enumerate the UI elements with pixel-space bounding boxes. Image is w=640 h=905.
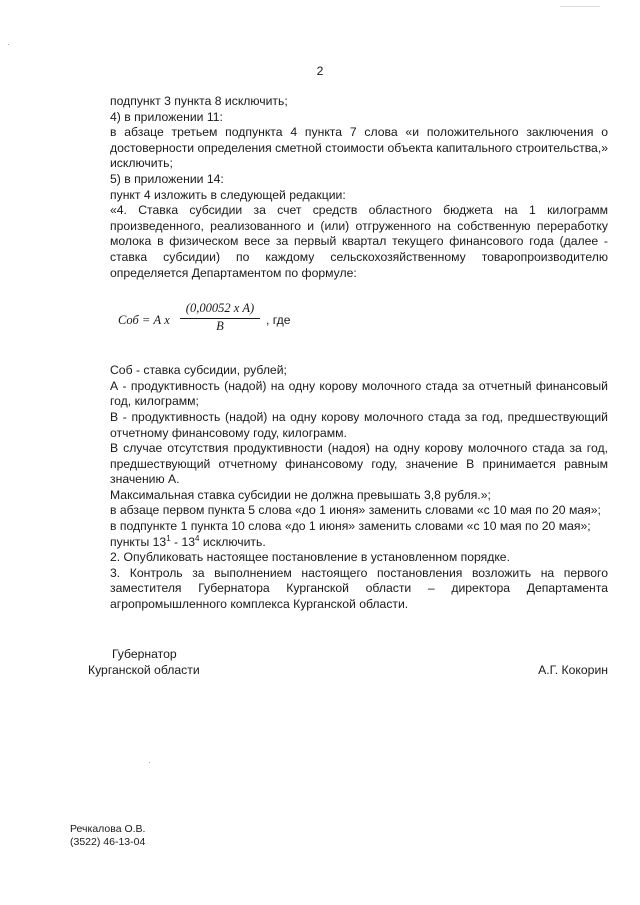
superscript: 4 <box>195 533 200 543</box>
paragraph: «4. Ставка субсидии за счет средств областного бюджета на 1 килограмм произведенного, реализованного и (или) отгруженного на собственную переработку молока в физическом весе за первый квартал текущего финансового года (далее - ставка субсидии) по каждому сельскохозяйственному товаропроизводителю определяется Департаментом по формуле: <box>110 203 608 280</box>
executor-phone: (3522) 46-13-04 <box>70 836 146 848</box>
definition-text: - 13 <box>170 534 196 549</box>
signature-name: А.Г. Кокорин <box>538 663 608 677</box>
page-number: 2 <box>316 64 324 78</box>
paragraph: подпункт 3 пункта 8 исключить; <box>110 94 288 108</box>
definition: 3. Контроль за выполнением настоящего постановления возложить на первого заместителя Губернатора Курганской области – директора Департамента агропромышленного комплекса Курганской области. <box>110 565 608 612</box>
definition: А - продуктивность (надой) на одну корову молочного стада за отчетный финансовый год, килограмм; <box>110 378 608 409</box>
signature-title: Губернатор <box>112 647 177 661</box>
document-body <box>110 94 608 613</box>
definition: Соб - ставка субсидии, рублей; <box>110 363 287 378</box>
paragraph <box>0 125 608 172</box>
formula-denominator: В <box>216 318 224 333</box>
executor-footer <box>70 823 145 849</box>
definition: В - продуктивность (надой) на одну корову молочного стада за год, предшествующий отчетному финансовому году, килограмм. <box>110 409 608 440</box>
definition: 2. Опубликовать настоящее постановление в установленном порядке. <box>110 550 510 565</box>
executor-name: Речкалова О.В. <box>70 823 146 835</box>
formula-suffix: , где <box>266 313 291 328</box>
subsidy-formula <box>118 301 608 341</box>
superscript: 1 <box>166 533 171 543</box>
scan-speck <box>560 6 600 7</box>
formula-numerator: (0,00052 х А) <box>180 301 260 319</box>
paragraph-text: в абзаце третьем подпункта 4 пункта 7 слова «и положительного заключения о достоверности определения сметной стоимости объекта капитального строительства,» исключить; <box>110 125 608 171</box>
definition: Максимальная ставка субсидии не должна превышать 3,8 рубля.»; <box>110 487 491 502</box>
definition-text: исключить. <box>199 534 266 549</box>
formula-lhs: Соб = А х <box>118 313 170 328</box>
definition: в подпункте 1 пункта 10 слова «до 1 июня» заменить словами «с 10 мая по 20 мая»; <box>110 519 591 534</box>
definition: В случае отсутствия продуктивности (надоя) на одну корову молочного стада за год, предшествующий отчетному финансовому году, значение В принимается равным значению А. <box>110 441 608 487</box>
paragraph: пункт 4 изложить в следующей редакции: <box>110 187 346 202</box>
definition <box>110 535 608 551</box>
scan-speck <box>8 44 9 45</box>
definition-text: пункты 13 <box>110 534 167 549</box>
formula-fraction <box>180 301 260 334</box>
paragraph: 4) в приложении 11: <box>110 109 223 124</box>
signature-region: Курганской области <box>88 663 200 677</box>
paragraph: 5) в приложении 14: <box>110 171 224 186</box>
scan-speck <box>149 762 150 763</box>
definition: в абзаце первом пункта 5 слова «до 1 июня» заменить словами «с 10 мая по 20 мая»; <box>110 503 601 518</box>
